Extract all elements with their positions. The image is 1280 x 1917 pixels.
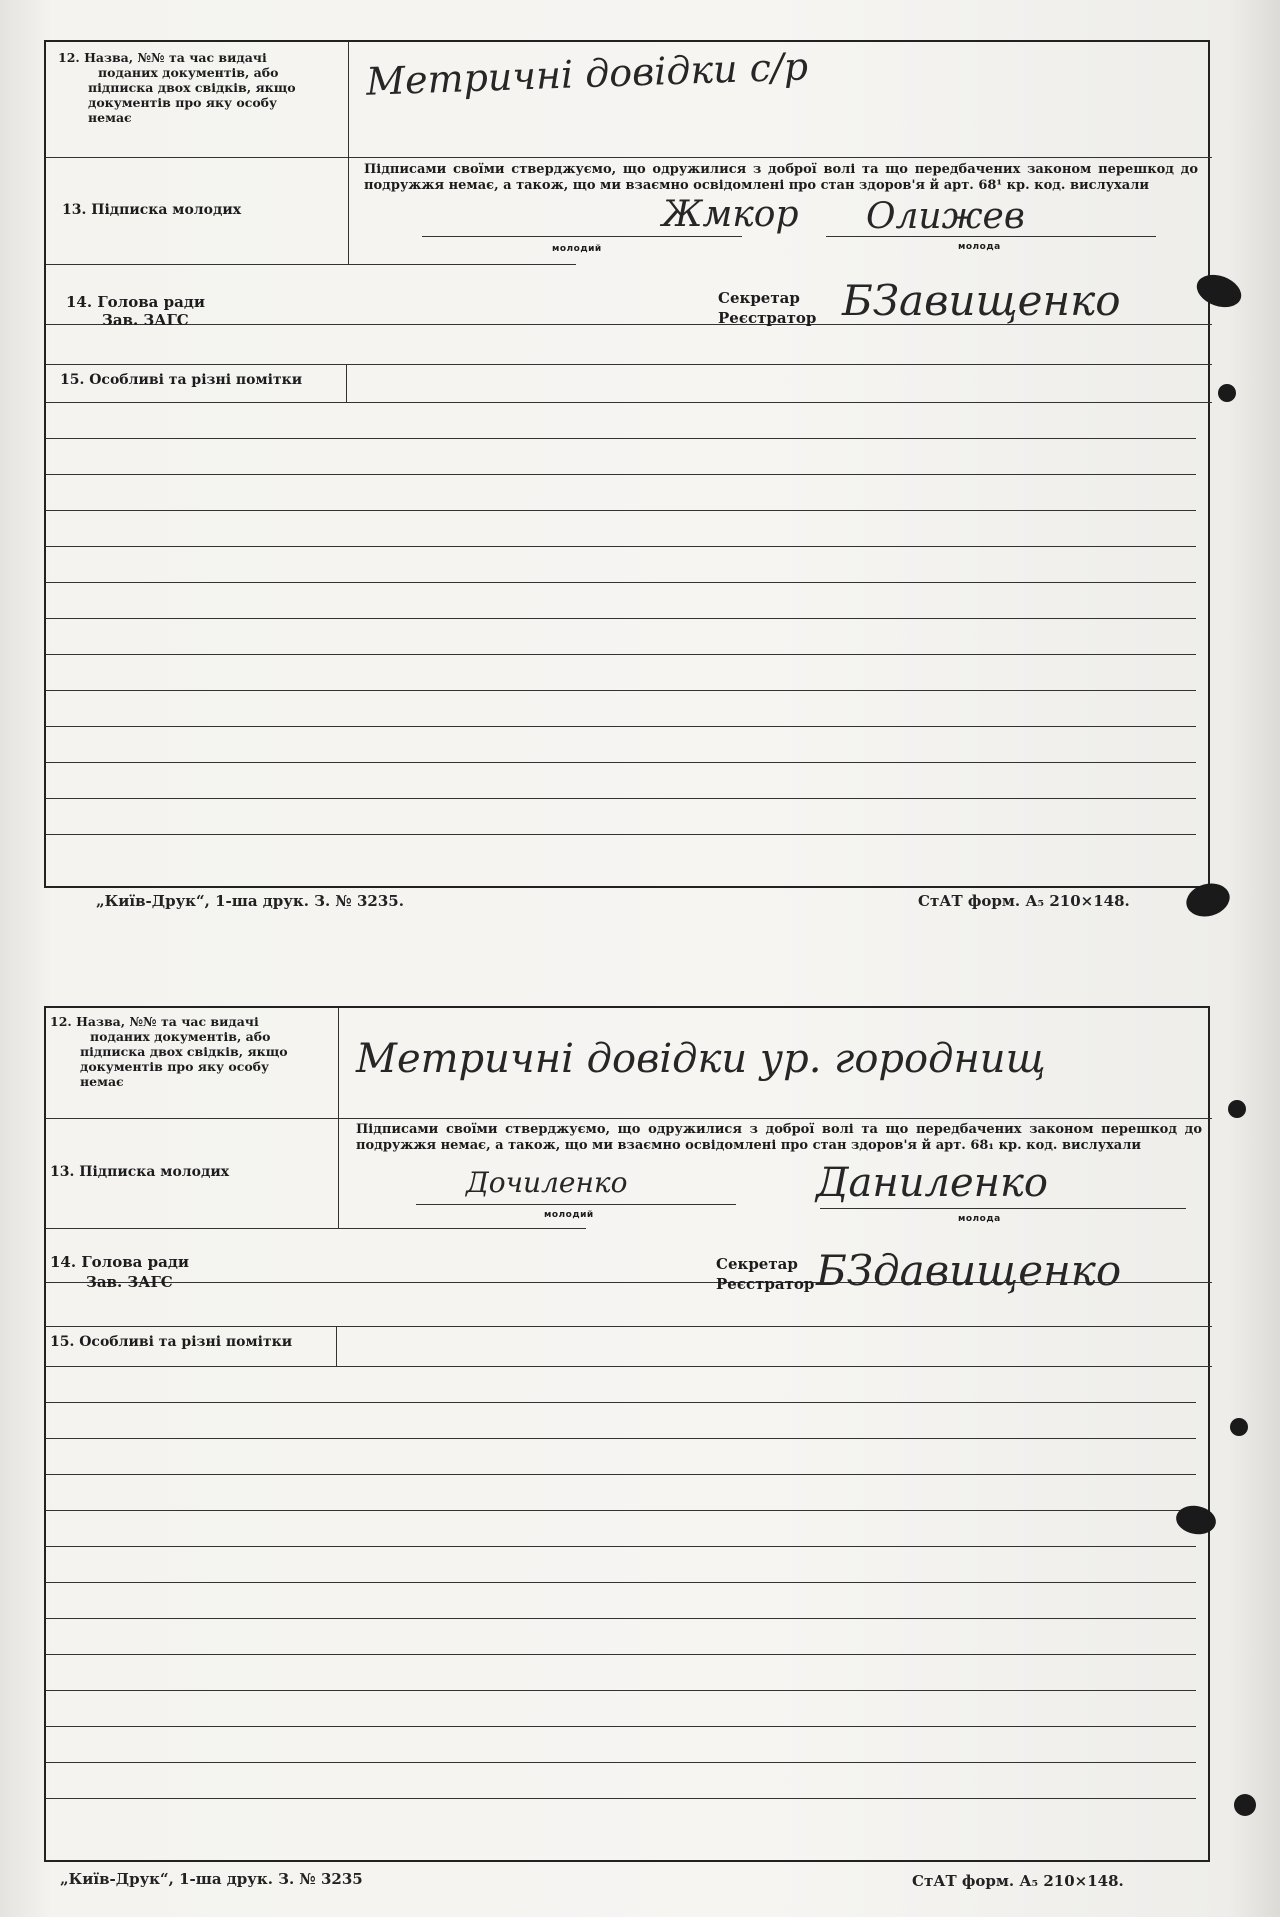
field-12-label-line: підписка двох свідків, якщо <box>80 1044 288 1059</box>
groom-caption: молодий <box>544 1210 594 1220</box>
field-14-sub-label: Зав. ЗАГС <box>86 1273 173 1291</box>
row-divider-15 <box>46 1326 1212 1327</box>
field-12-label <box>58 50 340 125</box>
remarks-line <box>46 798 1196 799</box>
field-12-label-line: немає <box>88 110 132 125</box>
bride-signature: Даниленко <box>816 1160 1048 1206</box>
bride-signature: Олижев <box>866 196 1025 237</box>
binder-hole-stain <box>1230 1418 1248 1436</box>
field-12-label-line: немає <box>80 1074 124 1089</box>
field-14-label: 14. Голова ради <box>66 293 205 311</box>
remarks-line <box>46 402 1212 403</box>
registrar-signature: БЗавищенко <box>842 276 1121 325</box>
groom-signature-line <box>416 1204 736 1205</box>
footer-form-code-2: СтАТ форм. А₅ 210×148. <box>912 1872 1124 1890</box>
bride-caption: молода <box>958 242 1001 252</box>
remarks-line <box>46 1366 1212 1367</box>
bride-signature-line <box>820 1208 1186 1209</box>
field-12-label-line: поданих документів, або <box>98 65 279 80</box>
field-15-label: 15. Особливі та різні помітки <box>50 1334 293 1350</box>
registrar-label: Реєстратор <box>716 1275 815 1293</box>
remarks-line <box>46 654 1196 655</box>
field-12-label-line: поданих документів, або <box>90 1029 271 1044</box>
secretary-label: Секретар <box>716 1255 798 1273</box>
row-divider-13-left <box>46 1228 586 1229</box>
remarks-line <box>46 834 1196 835</box>
column-divider-15 <box>336 1326 337 1366</box>
remarks-line <box>46 438 1196 439</box>
field-14-sub-label: Зав. ЗАГС <box>102 311 189 329</box>
row-divider-15 <box>46 364 1212 365</box>
secretary-label: Секретар <box>718 289 800 307</box>
column-divider-15 <box>346 364 347 402</box>
marriage-record-form-2 <box>44 1006 1210 1862</box>
field-12-handwritten-value: Метричні довідки ур. городнищ <box>356 1036 1046 1082</box>
groom-signature: Дочиленко <box>466 1166 628 1199</box>
remarks-line <box>46 474 1196 475</box>
field-12-label-line: підписка двох свідків, якщо <box>88 80 296 95</box>
remarks-line <box>46 1438 1196 1439</box>
groom-caption: молодий <box>552 244 602 254</box>
row-divider-12 <box>46 1118 1212 1119</box>
remarks-line <box>46 1510 1196 1511</box>
footer-form-code-1: СтАТ форм. А₅ 210×148. <box>918 892 1130 910</box>
remarks-line <box>46 510 1196 511</box>
bride-signature-line <box>826 236 1156 237</box>
remarks-line <box>46 762 1196 763</box>
remarks-line <box>46 546 1196 547</box>
binder-hole-stain <box>1234 1794 1256 1816</box>
groom-signature: Жмкор <box>662 194 799 235</box>
field-12-label-line: документів про яку особу <box>88 95 278 110</box>
binder-hole-stain <box>1228 1100 1246 1118</box>
field-12-label <box>50 1014 332 1089</box>
field-12-label-line: 12. Назва, №№ та час видачі <box>50 1014 259 1029</box>
remarks-line <box>46 1618 1196 1619</box>
column-divider-12-13 <box>338 1008 339 1228</box>
field-12-label-line: документів про яку особу <box>80 1059 270 1074</box>
row-divider-12 <box>46 157 1212 158</box>
remarks-line <box>46 1690 1196 1691</box>
field-12-handwritten-value: Метричні довідки с/р <box>365 44 809 104</box>
bride-caption: молода <box>958 1214 1001 1224</box>
remarks-line <box>46 1402 1196 1403</box>
footer-printer-2: „Київ-Друк“, 1-ша друк. З. № 3235 <box>60 1870 363 1888</box>
registrar-signature: БЗдавищенко <box>816 1246 1122 1295</box>
column-divider-12-13 <box>348 42 349 264</box>
remarks-line <box>46 618 1196 619</box>
remarks-line <box>46 1798 1196 1799</box>
field-12-label-line: 12. Назва, №№ та час видачі <box>58 50 267 65</box>
remarks-line <box>46 1546 1196 1547</box>
footer-printer-1: „Київ-Друк“, 1-ша друк. З. № 3235. <box>96 892 404 910</box>
field-15-label: 15. Особливі та різні помітки <box>60 372 303 388</box>
remarks-line <box>46 690 1196 691</box>
remarks-line <box>46 1762 1196 1763</box>
binder-hole-stain <box>1218 384 1236 402</box>
row-divider-13-left <box>46 264 576 265</box>
field-14-label: 14. Голова ради <box>50 1253 189 1271</box>
marriage-record-form-1 <box>44 40 1210 888</box>
registrar-label: Реєстратор <box>718 309 817 327</box>
remarks-line <box>46 1582 1196 1583</box>
groom-signature-line <box>422 236 742 237</box>
field-13-label: 13. Підписка молодих <box>50 1164 230 1180</box>
declaration-text: Підписами своїми стверджуємо, що одружилися з доброї волі та що передбачених законом перешкод до подружжя немає, а також, що ми взаємно освідомлені про стан здоров'я й арт. 68₁ кр. код. вислухали <box>356 1122 1202 1153</box>
remarks-line <box>46 1654 1196 1655</box>
field-13-label: 13. Підписка молодих <box>62 202 242 218</box>
declaration-text: Підписами своїми стверджуємо, що одружилися з доброї волі та що передбачених законом перешкод до подружжя немає, а також, що ми взаємно освідомлені про стан здоров'я й арт. 68¹ кр. код. вислухали <box>364 162 1198 193</box>
remarks-line <box>46 1474 1196 1475</box>
remarks-line <box>46 582 1196 583</box>
remarks-line <box>46 726 1196 727</box>
remarks-line <box>46 1726 1196 1727</box>
